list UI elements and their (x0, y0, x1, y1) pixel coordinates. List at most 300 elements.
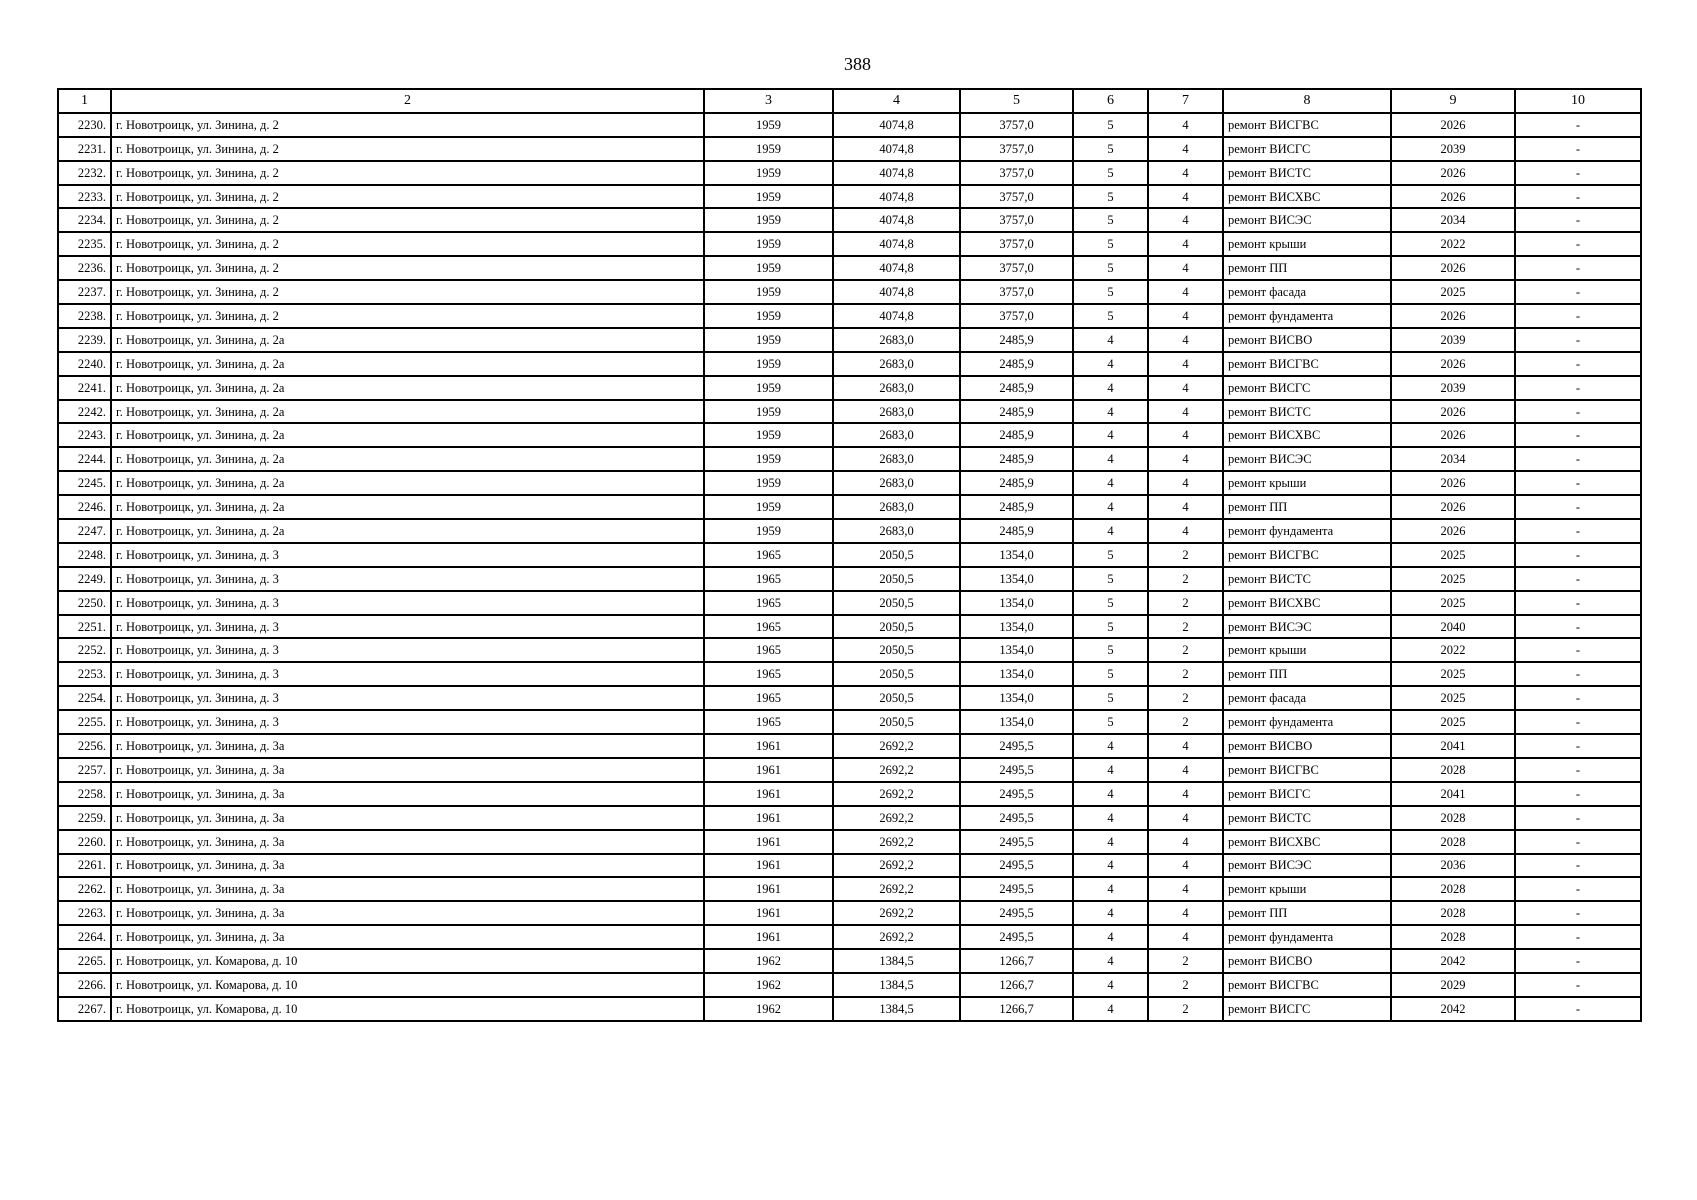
planned-year-cell: 2025 (1391, 591, 1515, 615)
floors-cell: 5 (1073, 615, 1148, 639)
entrances-cell: 4 (1148, 806, 1223, 830)
work-type-cell: ремонт фундамента (1223, 925, 1391, 949)
address-cell: г. Новотроицк, ул. Зинина, д. 3а (111, 758, 704, 782)
planned-year-cell: 2028 (1391, 901, 1515, 925)
floors-cell: 5 (1073, 232, 1148, 256)
floors-cell: 4 (1073, 495, 1148, 519)
row-number-cell: 2248. (58, 543, 111, 567)
planned-year-cell: 2028 (1391, 830, 1515, 854)
address-cell: г. Новотроицк, ул. Зинина, д. 3а (111, 854, 704, 878)
table-row (58, 185, 1641, 209)
entrances-cell: 2 (1148, 997, 1223, 1021)
entrances-cell: 4 (1148, 376, 1223, 400)
row-number-cell: 2256. (58, 734, 111, 758)
total-area-cell: 2692,2 (833, 854, 960, 878)
note-cell: - (1515, 638, 1641, 662)
row-number-cell: 2259. (58, 806, 111, 830)
total-area-cell: 2692,2 (833, 901, 960, 925)
table-row (58, 304, 1641, 328)
planned-year-cell: 2028 (1391, 925, 1515, 949)
floors-cell: 5 (1073, 185, 1148, 209)
floors-cell: 4 (1073, 949, 1148, 973)
planned-year-cell: 2028 (1391, 877, 1515, 901)
work-type-cell: ремонт ВИСГВС (1223, 973, 1391, 997)
note-cell: - (1515, 137, 1641, 161)
note-cell: - (1515, 232, 1641, 256)
row-number-cell: 2233. (58, 185, 111, 209)
row-number-cell: 2266. (58, 973, 111, 997)
entrances-cell: 4 (1148, 208, 1223, 232)
entrances-cell: 2 (1148, 710, 1223, 734)
floors-cell: 5 (1073, 638, 1148, 662)
address-cell: г. Новотроицк, ул. Зинина, д. 3 (111, 662, 704, 686)
year-built-cell: 1965 (704, 686, 833, 710)
entrances-cell: 2 (1148, 591, 1223, 615)
note-cell: - (1515, 352, 1641, 376)
living-area-cell: 1354,0 (960, 567, 1073, 591)
table-row (58, 925, 1641, 949)
row-number-cell: 2253. (58, 662, 111, 686)
planned-year-cell: 2028 (1391, 806, 1515, 830)
address-cell: г. Новотроицк, ул. Зинина, д. 3 (111, 638, 704, 662)
floors-cell: 5 (1073, 567, 1148, 591)
work-type-cell: ремонт ПП (1223, 901, 1391, 925)
work-type-cell: ремонт ВИСГВС (1223, 113, 1391, 137)
address-cell: г. Новотроицк, ул. Зинина, д. 2а (111, 495, 704, 519)
work-type-cell: ремонт ВИСГС (1223, 137, 1391, 161)
entrances-cell: 4 (1148, 782, 1223, 806)
year-built-cell: 1959 (704, 232, 833, 256)
planned-year-cell: 2039 (1391, 137, 1515, 161)
note-cell: - (1515, 400, 1641, 424)
planned-year-cell: 2026 (1391, 113, 1515, 137)
row-number-cell: 2240. (58, 352, 111, 376)
planned-year-cell: 2039 (1391, 376, 1515, 400)
entrances-cell: 4 (1148, 400, 1223, 424)
note-cell: - (1515, 662, 1641, 686)
address-cell: г. Новотроицк, ул. Зинина, д. 3 (111, 686, 704, 710)
year-built-cell: 1965 (704, 710, 833, 734)
floors-cell: 5 (1073, 304, 1148, 328)
floors-cell: 5 (1073, 280, 1148, 304)
address-cell: г. Новотроицк, ул. Зинина, д. 2 (111, 137, 704, 161)
planned-year-cell: 2026 (1391, 519, 1515, 543)
address-cell: г. Новотроицк, ул. Зинина, д. 3а (111, 782, 704, 806)
living-area-cell: 2495,5 (960, 830, 1073, 854)
living-area-cell: 1354,0 (960, 710, 1073, 734)
table-row (58, 854, 1641, 878)
year-built-cell: 1959 (704, 185, 833, 209)
planned-year-cell: 2025 (1391, 543, 1515, 567)
work-type-cell: ремонт ВИСТС (1223, 400, 1391, 424)
total-area-cell: 2050,5 (833, 567, 960, 591)
row-number-cell: 2263. (58, 901, 111, 925)
header-cell: 10 (1515, 89, 1641, 113)
address-cell: г. Новотроицк, ул. Зинина, д. 3а (111, 925, 704, 949)
row-number-cell: 2237. (58, 280, 111, 304)
entrances-cell: 4 (1148, 328, 1223, 352)
row-number-cell: 2244. (58, 447, 111, 471)
total-area-cell: 4074,8 (833, 113, 960, 137)
table-row (58, 352, 1641, 376)
living-area-cell: 2495,5 (960, 758, 1073, 782)
total-area-cell: 4074,8 (833, 161, 960, 185)
entrances-cell: 4 (1148, 519, 1223, 543)
planned-year-cell: 2042 (1391, 949, 1515, 973)
living-area-cell: 3757,0 (960, 137, 1073, 161)
total-area-cell: 2692,2 (833, 734, 960, 758)
address-cell: г. Новотроицк, ул. Зинина, д. 3а (111, 734, 704, 758)
row-number-cell: 2235. (58, 232, 111, 256)
work-type-cell: ремонт фундамента (1223, 304, 1391, 328)
total-area-cell: 2050,5 (833, 686, 960, 710)
row-number-cell: 2251. (58, 615, 111, 639)
row-number-cell: 2250. (58, 591, 111, 615)
year-built-cell: 1959 (704, 304, 833, 328)
living-area-cell: 2495,5 (960, 806, 1073, 830)
row-number-cell: 2246. (58, 495, 111, 519)
living-area-cell: 3757,0 (960, 232, 1073, 256)
year-built-cell: 1962 (704, 997, 833, 1021)
entrances-cell: 2 (1148, 543, 1223, 567)
planned-year-cell: 2026 (1391, 400, 1515, 424)
planned-year-cell: 2025 (1391, 710, 1515, 734)
living-area-cell: 3757,0 (960, 280, 1073, 304)
table-row (58, 161, 1641, 185)
entrances-cell: 4 (1148, 925, 1223, 949)
address-cell: г. Новотроицк, ул. Зинина, д. 2 (111, 113, 704, 137)
header-cell: 1 (58, 89, 111, 113)
floors-cell: 4 (1073, 734, 1148, 758)
year-built-cell: 1959 (704, 400, 833, 424)
total-area-cell: 2692,2 (833, 830, 960, 854)
year-built-cell: 1959 (704, 495, 833, 519)
entrances-cell: 4 (1148, 161, 1223, 185)
work-type-cell: ремонт ВИСТС (1223, 567, 1391, 591)
note-cell: - (1515, 185, 1641, 209)
total-area-cell: 2683,0 (833, 495, 960, 519)
total-area-cell: 4074,8 (833, 256, 960, 280)
note-cell: - (1515, 854, 1641, 878)
note-cell: - (1515, 782, 1641, 806)
note-cell: - (1515, 830, 1641, 854)
address-cell: г. Новотроицк, ул. Зинина, д. 3 (111, 567, 704, 591)
entrances-cell: 4 (1148, 185, 1223, 209)
table-row (58, 447, 1641, 471)
year-built-cell: 1959 (704, 447, 833, 471)
planned-year-cell: 2025 (1391, 686, 1515, 710)
address-cell: г. Новотроицк, ул. Зинина, д. 2а (111, 447, 704, 471)
table-body (58, 113, 1641, 1021)
living-area-cell: 3757,0 (960, 304, 1073, 328)
table-row (58, 758, 1641, 782)
total-area-cell: 2050,5 (833, 591, 960, 615)
address-cell: г. Новотроицк, ул. Комарова, д. 10 (111, 973, 704, 997)
row-number-cell: 2252. (58, 638, 111, 662)
year-built-cell: 1959 (704, 328, 833, 352)
row-number-cell: 2245. (58, 471, 111, 495)
address-cell: г. Новотроицк, ул. Зинина, д. 3а (111, 806, 704, 830)
row-number-cell: 2255. (58, 710, 111, 734)
table-row (58, 638, 1641, 662)
work-type-cell: ремонт ВИСГС (1223, 782, 1391, 806)
table-row (58, 471, 1641, 495)
note-cell: - (1515, 519, 1641, 543)
note-cell: - (1515, 495, 1641, 519)
table-row (58, 734, 1641, 758)
note-cell: - (1515, 280, 1641, 304)
living-area-cell: 2495,5 (960, 901, 1073, 925)
year-built-cell: 1961 (704, 830, 833, 854)
work-type-cell: ремонт ВИСТС (1223, 161, 1391, 185)
total-area-cell: 4074,8 (833, 304, 960, 328)
total-area-cell: 4074,8 (833, 185, 960, 209)
total-area-cell: 2683,0 (833, 352, 960, 376)
entrances-cell: 2 (1148, 973, 1223, 997)
address-cell: г. Новотроицк, ул. Зинина, д. 2а (111, 376, 704, 400)
entrances-cell: 2 (1148, 567, 1223, 591)
living-area-cell: 2495,5 (960, 925, 1073, 949)
row-number-cell: 2241. (58, 376, 111, 400)
planned-year-cell: 2036 (1391, 854, 1515, 878)
planned-year-cell: 2041 (1391, 734, 1515, 758)
total-area-cell: 2050,5 (833, 543, 960, 567)
planned-year-cell: 2025 (1391, 662, 1515, 686)
work-type-cell: ремонт ВИСВО (1223, 328, 1391, 352)
header-cell: 3 (704, 89, 833, 113)
entrances-cell: 4 (1148, 734, 1223, 758)
living-area-cell: 1266,7 (960, 973, 1073, 997)
year-built-cell: 1959 (704, 519, 833, 543)
floors-cell: 4 (1073, 447, 1148, 471)
total-area-cell: 2692,2 (833, 925, 960, 949)
table-row (58, 495, 1641, 519)
row-number-cell: 2232. (58, 161, 111, 185)
year-built-cell: 1959 (704, 376, 833, 400)
planned-year-cell: 2026 (1391, 495, 1515, 519)
year-built-cell: 1959 (704, 113, 833, 137)
table-row (58, 591, 1641, 615)
work-type-cell: ремонт ВИСГС (1223, 997, 1391, 1021)
living-area-cell: 1354,0 (960, 543, 1073, 567)
work-type-cell: ремонт ВИСГВС (1223, 758, 1391, 782)
table-row (58, 376, 1641, 400)
row-number-cell: 2239. (58, 328, 111, 352)
planned-year-cell: 2034 (1391, 447, 1515, 471)
row-number-cell: 2234. (58, 208, 111, 232)
year-built-cell: 1962 (704, 973, 833, 997)
entrances-cell: 2 (1148, 638, 1223, 662)
table-row (58, 973, 1641, 997)
year-built-cell: 1959 (704, 137, 833, 161)
living-area-cell: 2485,9 (960, 519, 1073, 543)
table-row (58, 877, 1641, 901)
address-cell: г. Новотроицк, ул. Зинина, д. 2 (111, 208, 704, 232)
row-number-cell: 2261. (58, 854, 111, 878)
total-area-cell: 2692,2 (833, 758, 960, 782)
work-type-cell: ремонт ВИСВО (1223, 949, 1391, 973)
entrances-cell: 4 (1148, 113, 1223, 137)
total-area-cell: 2683,0 (833, 471, 960, 495)
year-built-cell: 1965 (704, 638, 833, 662)
floors-cell: 4 (1073, 400, 1148, 424)
work-type-cell: ремонт ПП (1223, 662, 1391, 686)
address-cell: г. Новотроицк, ул. Зинина, д. 2 (111, 185, 704, 209)
address-cell: г. Новотроицк, ул. Зинина, д. 2а (111, 400, 704, 424)
table-row (58, 830, 1641, 854)
living-area-cell: 3757,0 (960, 113, 1073, 137)
row-number-cell: 2242. (58, 400, 111, 424)
living-area-cell: 1354,0 (960, 615, 1073, 639)
planned-year-cell: 2025 (1391, 280, 1515, 304)
floors-cell: 5 (1073, 710, 1148, 734)
total-area-cell: 2683,0 (833, 376, 960, 400)
note-cell: - (1515, 161, 1641, 185)
entrances-cell: 4 (1148, 352, 1223, 376)
entrances-cell: 4 (1148, 423, 1223, 447)
table-row (58, 232, 1641, 256)
note-cell: - (1515, 997, 1641, 1021)
floors-cell: 4 (1073, 758, 1148, 782)
note-cell: - (1515, 376, 1641, 400)
row-number-cell: 2236. (58, 256, 111, 280)
page-number: 388 (844, 54, 871, 74)
floors-cell: 4 (1073, 328, 1148, 352)
total-area-cell: 2050,5 (833, 710, 960, 734)
planned-year-cell: 2026 (1391, 256, 1515, 280)
row-number-cell: 2247. (58, 519, 111, 543)
year-built-cell: 1965 (704, 567, 833, 591)
header-cell: 8 (1223, 89, 1391, 113)
floors-cell: 4 (1073, 854, 1148, 878)
note-cell: - (1515, 328, 1641, 352)
note-cell: - (1515, 423, 1641, 447)
entrances-cell: 4 (1148, 447, 1223, 471)
year-built-cell: 1959 (704, 208, 833, 232)
floors-cell: 4 (1073, 806, 1148, 830)
entrances-cell: 2 (1148, 615, 1223, 639)
entrances-cell: 4 (1148, 232, 1223, 256)
planned-year-cell: 2026 (1391, 471, 1515, 495)
row-number-cell: 2264. (58, 925, 111, 949)
address-cell: г. Новотроицк, ул. Зинина, д. 3 (111, 710, 704, 734)
row-number-cell: 2238. (58, 304, 111, 328)
entrances-cell: 4 (1148, 830, 1223, 854)
total-area-cell: 2683,0 (833, 400, 960, 424)
header-cell: 4 (833, 89, 960, 113)
living-area-cell: 2485,9 (960, 495, 1073, 519)
table-row (58, 806, 1641, 830)
work-type-cell: ремонт ВИСГВС (1223, 543, 1391, 567)
year-built-cell: 1961 (704, 806, 833, 830)
entrances-cell: 4 (1148, 256, 1223, 280)
year-built-cell: 1959 (704, 352, 833, 376)
floors-cell: 5 (1073, 161, 1148, 185)
note-cell: - (1515, 758, 1641, 782)
work-type-cell: ремонт ВИСЭС (1223, 854, 1391, 878)
year-built-cell: 1959 (704, 161, 833, 185)
floors-cell: 5 (1073, 208, 1148, 232)
table-row (58, 256, 1641, 280)
planned-year-cell: 2022 (1391, 638, 1515, 662)
entrances-cell: 4 (1148, 495, 1223, 519)
floors-cell: 4 (1073, 997, 1148, 1021)
floors-cell: 4 (1073, 901, 1148, 925)
address-cell: г. Новотроицк, ул. Зинина, д. 2а (111, 352, 704, 376)
note-cell: - (1515, 973, 1641, 997)
year-built-cell: 1959 (704, 256, 833, 280)
living-area-cell: 2485,9 (960, 447, 1073, 471)
row-number-cell: 2260. (58, 830, 111, 854)
work-type-cell: ремонт ПП (1223, 256, 1391, 280)
floors-cell: 4 (1073, 877, 1148, 901)
living-area-cell: 3757,0 (960, 185, 1073, 209)
work-type-cell: ремонт ВИСХВС (1223, 830, 1391, 854)
living-area-cell: 2485,9 (960, 352, 1073, 376)
note-cell: - (1515, 901, 1641, 925)
note-cell: - (1515, 304, 1641, 328)
planned-year-cell: 2025 (1391, 567, 1515, 591)
year-built-cell: 1961 (704, 758, 833, 782)
address-cell: г. Новотроицк, ул. Зинина, д. 2 (111, 280, 704, 304)
year-built-cell: 1961 (704, 782, 833, 806)
table-row (58, 615, 1641, 639)
year-built-cell: 1965 (704, 662, 833, 686)
living-area-cell: 2495,5 (960, 877, 1073, 901)
year-built-cell: 1959 (704, 423, 833, 447)
living-area-cell: 2485,9 (960, 376, 1073, 400)
address-cell: г. Новотроицк, ул. Зинина, д. 2 (111, 232, 704, 256)
address-cell: г. Новотроицк, ул. Зинина, д. 2 (111, 304, 704, 328)
work-type-cell: ремонт фундамента (1223, 710, 1391, 734)
total-area-cell: 2683,0 (833, 423, 960, 447)
living-area-cell: 2485,9 (960, 400, 1073, 424)
floors-cell: 5 (1073, 662, 1148, 686)
note-cell: - (1515, 256, 1641, 280)
total-area-cell: 2683,0 (833, 447, 960, 471)
floors-cell: 4 (1073, 925, 1148, 949)
work-type-cell: ремонт ВИСГВС (1223, 352, 1391, 376)
table-row (58, 208, 1641, 232)
total-area-cell: 1384,5 (833, 997, 960, 1021)
row-number-cell: 2265. (58, 949, 111, 973)
table-row (58, 901, 1641, 925)
table-row (58, 423, 1641, 447)
total-area-cell: 1384,5 (833, 973, 960, 997)
living-area-cell: 1266,7 (960, 949, 1073, 973)
living-area-cell: 2495,5 (960, 854, 1073, 878)
floors-cell: 4 (1073, 471, 1148, 495)
floors-cell: 4 (1073, 423, 1148, 447)
row-number-cell: 2258. (58, 782, 111, 806)
planned-year-cell: 2040 (1391, 615, 1515, 639)
work-type-cell: ремонт ВИСТС (1223, 806, 1391, 830)
living-area-cell: 1354,0 (960, 591, 1073, 615)
address-cell: г. Новотроицк, ул. Зинина, д. 3а (111, 901, 704, 925)
planned-year-cell: 2039 (1391, 328, 1515, 352)
living-area-cell: 1266,7 (960, 997, 1073, 1021)
table-header (58, 89, 1641, 113)
table-row (58, 280, 1641, 304)
total-area-cell: 2683,0 (833, 328, 960, 352)
table-row (58, 710, 1641, 734)
year-built-cell: 1959 (704, 471, 833, 495)
entrances-cell: 4 (1148, 877, 1223, 901)
floors-cell: 5 (1073, 543, 1148, 567)
living-area-cell: 1354,0 (960, 638, 1073, 662)
work-type-cell: ремонт ВИСЭС (1223, 615, 1391, 639)
year-built-cell: 1961 (704, 734, 833, 758)
